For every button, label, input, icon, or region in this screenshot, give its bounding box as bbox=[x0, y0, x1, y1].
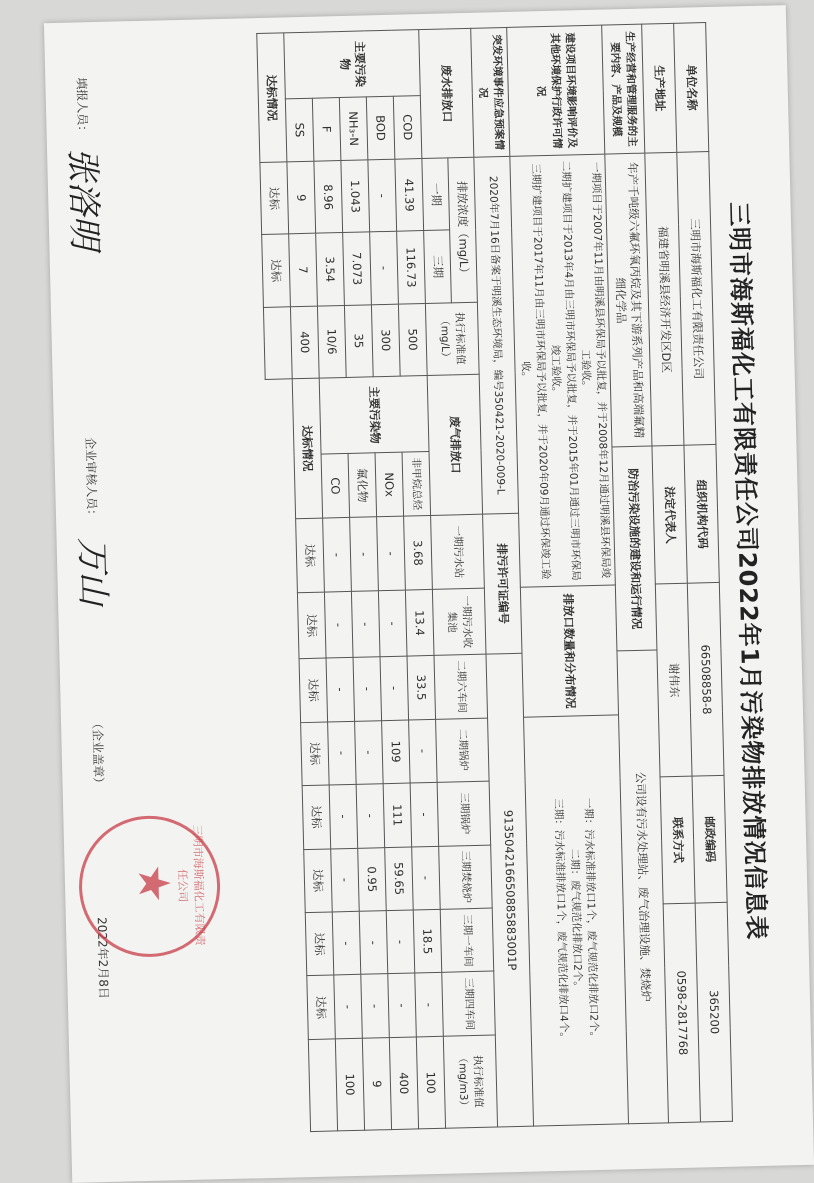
air-value: 59.65 bbox=[385, 847, 414, 911]
air-value: 33.5 bbox=[407, 655, 436, 719]
water-compliance-label: 达标情况 bbox=[257, 33, 287, 163]
legal-rep-value: 谢伟东 bbox=[655, 584, 692, 777]
outlet-label: 排放口数量和分布情况 bbox=[520, 585, 618, 716]
air-value: - bbox=[350, 517, 379, 592]
air-value: - bbox=[380, 656, 409, 720]
eia-line: 二期扩建项目于2013年4月由三明市环保局予以批复，并于2015年01月通过三明市环保局竣工验收。 bbox=[548, 160, 582, 581]
water-compliance: 达标 bbox=[262, 234, 291, 307]
eia-line: 一期项目于2007年11月由明溪县环保局予以批复，并于2008年12月通过明溪县环保局竣工验收。 bbox=[579, 161, 612, 579]
air-value: - bbox=[328, 721, 357, 785]
water-conc-label: 排放浓度（mg/L） bbox=[448, 157, 478, 302]
air-item-name: 氟化物 bbox=[348, 453, 377, 517]
air-value: - bbox=[412, 846, 441, 910]
eia-value bbox=[510, 154, 616, 587]
air-value: - bbox=[378, 590, 407, 656]
water-item-name: F bbox=[312, 97, 341, 161]
air-pollutants-label: 主要污染物 bbox=[319, 375, 429, 454]
air-std: 9 bbox=[362, 1038, 391, 1131]
stamp-label: （企业盖章） bbox=[89, 716, 106, 790]
water-std: 10/6 bbox=[317, 305, 346, 378]
air-std: 100 bbox=[416, 1036, 445, 1129]
outlet-line: 三期：污水标准排放口1个，废气规范化排放口4个。 bbox=[552, 798, 571, 1043]
eia-line: 三期扩建项目于2017年11月由三明市环保局予以批复，并于2020年09月通过环保竣工验收。 bbox=[519, 163, 552, 580]
air-value: - bbox=[359, 911, 388, 975]
water-outlet-label: 废水排放口 bbox=[419, 28, 474, 158]
water-std: 300 bbox=[371, 304, 400, 377]
air-compliance-label: 达标情况 bbox=[292, 378, 322, 519]
date: 2022年2月8日 bbox=[94, 916, 111, 1000]
contact-label: 联系方式 bbox=[660, 776, 695, 904]
air-value: - bbox=[388, 973, 417, 1037]
eia-label: 建设项目环境影响评价及其他环境保护行政许可情况 bbox=[507, 25, 605, 156]
air-value: - bbox=[329, 784, 358, 848]
air-col-2: 一期污水收集池 bbox=[432, 589, 486, 656]
air-col-5: 三期锅炉 bbox=[437, 781, 491, 846]
water-value: 8.96 bbox=[314, 161, 343, 234]
info-table bbox=[256, 22, 733, 1133]
footer bbox=[63, 37, 126, 1138]
water-item-name: NH₃-N bbox=[339, 97, 368, 161]
air-std-blank bbox=[308, 1039, 337, 1132]
air-compliance: 达标 bbox=[296, 518, 325, 593]
air-compliance: 达标 bbox=[307, 975, 336, 1039]
air-compliance: 达标 bbox=[305, 912, 334, 976]
business-label: 生产经营和管理服务的主要内容、产品及规模 bbox=[602, 24, 645, 154]
filler-signature: 张洛明 bbox=[61, 146, 105, 250]
air-col-8: 三期四车间 bbox=[442, 972, 496, 1037]
air-value: - bbox=[410, 782, 439, 846]
outlet-line: 一期：污水标准排放口1个，废气规范化排放口2个。 bbox=[582, 797, 601, 1043]
air-item-name: NOx bbox=[375, 453, 404, 517]
air-std-label: 执行标准值（mg/m3） bbox=[443, 1035, 497, 1128]
contact-value: 0598-2817768 bbox=[663, 903, 700, 1123]
water-item-name: COD bbox=[393, 95, 422, 159]
air-value: 109 bbox=[382, 720, 411, 784]
unit-name-value: 三明市海斯福化工有限责任公司 bbox=[677, 152, 716, 446]
air-std: 400 bbox=[389, 1037, 418, 1130]
air-item-name: 非甲烷总烃 bbox=[402, 452, 431, 516]
air-compliance: 达标 bbox=[304, 848, 333, 912]
water-compliance-std bbox=[263, 306, 292, 379]
water-std: 400 bbox=[290, 306, 319, 379]
water-value: 41.39 bbox=[395, 159, 424, 232]
air-outlet-label: 废气排放口 bbox=[427, 374, 482, 515]
air-value: - bbox=[355, 720, 384, 784]
air-value: - bbox=[377, 516, 406, 591]
water-std: 500 bbox=[398, 303, 427, 376]
water-item-name: SS bbox=[285, 98, 314, 162]
postcode-label: 邮政编码 bbox=[692, 775, 727, 903]
water-std: 35 bbox=[344, 304, 373, 377]
air-value: 0.95 bbox=[358, 847, 387, 911]
business-value: 年产千吨级六氟环氧丙烷及其下游系列产品和高端氟精细化学品 bbox=[605, 153, 652, 447]
water-pollutants-label: 主要污染物 bbox=[284, 30, 421, 99]
star-icon: ★ bbox=[127, 863, 180, 904]
air-compliance: 达标 bbox=[297, 592, 326, 658]
reviewer-label: 企业审核人员： bbox=[83, 437, 100, 522]
air-value: 111 bbox=[383, 783, 412, 847]
air-value: - bbox=[326, 657, 355, 721]
org-code-label: 组织机构代码 bbox=[684, 445, 719, 584]
air-value: - bbox=[356, 784, 385, 848]
air-value: 3.68 bbox=[404, 515, 433, 590]
water-compliance: 达标 bbox=[260, 162, 289, 235]
air-std: 100 bbox=[335, 1038, 364, 1131]
air-col-6: 三期焚烧炉 bbox=[439, 845, 493, 910]
air-value: - bbox=[415, 973, 444, 1037]
air-value: - bbox=[409, 719, 438, 783]
water-value: - bbox=[370, 232, 399, 305]
air-value: - bbox=[351, 591, 380, 657]
air-value: - bbox=[331, 848, 360, 912]
emergency-value: 2020年7月16日备案于明溪生态环境局，编号350421-2020-009-L bbox=[474, 157, 519, 515]
air-value: - bbox=[323, 517, 352, 592]
air-col-1: 一期污水站 bbox=[431, 514, 485, 590]
facility-value: 公司设有污水处理站、废气治理设施、焚烧炉 bbox=[617, 650, 669, 1124]
water-std-label: 执行标准值（mg/L） bbox=[425, 302, 479, 375]
permit-label: 排污许可证编号 bbox=[483, 513, 522, 654]
air-col-4: 二期锅炉 bbox=[436, 718, 490, 783]
air-col-7: 三期一车间 bbox=[440, 908, 494, 973]
water-value: 1.043 bbox=[341, 160, 370, 233]
water-phase1-label: 一期 bbox=[422, 158, 450, 231]
air-value: - bbox=[353, 657, 382, 721]
page-title: 三明市海斯福化工有限责任公司2022年1月污染物排放情况信息表 bbox=[724, 201, 771, 941]
legal-rep-label: 法定代表人 bbox=[652, 446, 687, 585]
air-item-name: CO bbox=[321, 454, 350, 518]
air-value: 18.5 bbox=[413, 909, 442, 973]
address-label: 生产地址 bbox=[642, 23, 677, 153]
address-value: 福建省明溪县经济开发区D区 bbox=[645, 152, 684, 446]
reviewer-signature: 万山 bbox=[71, 536, 114, 606]
water-value: 7 bbox=[289, 234, 318, 307]
water-value: 7.073 bbox=[343, 232, 372, 305]
water-item-name: BOD bbox=[366, 96, 395, 160]
form-sheet bbox=[54, 6, 781, 1153]
water-value: 116.73 bbox=[397, 231, 426, 304]
air-value: - bbox=[386, 910, 415, 974]
air-value: - bbox=[332, 911, 361, 975]
air-value: 13.4 bbox=[405, 590, 434, 656]
air-value: - bbox=[334, 975, 363, 1039]
outlet-value bbox=[524, 714, 629, 1126]
air-compliance: 达标 bbox=[301, 722, 330, 786]
water-value: - bbox=[368, 159, 397, 232]
air-value: - bbox=[324, 592, 353, 658]
postcode-value: 365200 bbox=[695, 902, 732, 1122]
emergency-label: 突发环境事件应急预案情况 bbox=[471, 27, 510, 157]
water-value: 3.54 bbox=[316, 233, 345, 306]
air-compliance: 达标 bbox=[299, 658, 328, 722]
unit-name-label: 单位名称 bbox=[674, 23, 709, 153]
facility-label: 防治污染设施的建设和运行情况 bbox=[612, 446, 657, 650]
water-phase3-label: 三期 bbox=[424, 230, 452, 303]
air-col-3: 二期六车间 bbox=[434, 654, 488, 719]
seal-text: 三明市海斯福化工有限责任公司 bbox=[175, 824, 207, 946]
air-value: - bbox=[361, 974, 390, 1038]
filler-label: 填报人员： bbox=[74, 77, 90, 138]
air-compliance: 达标 bbox=[302, 785, 331, 849]
permit-value: 913504216650885883001P bbox=[486, 653, 534, 1127]
document-page bbox=[44, 5, 814, 1183]
org-code-value: 66508858-8 bbox=[687, 583, 724, 776]
water-value: 9 bbox=[287, 161, 316, 234]
outlet-line: 二期：废气规范化排放口2个。 bbox=[568, 848, 585, 992]
